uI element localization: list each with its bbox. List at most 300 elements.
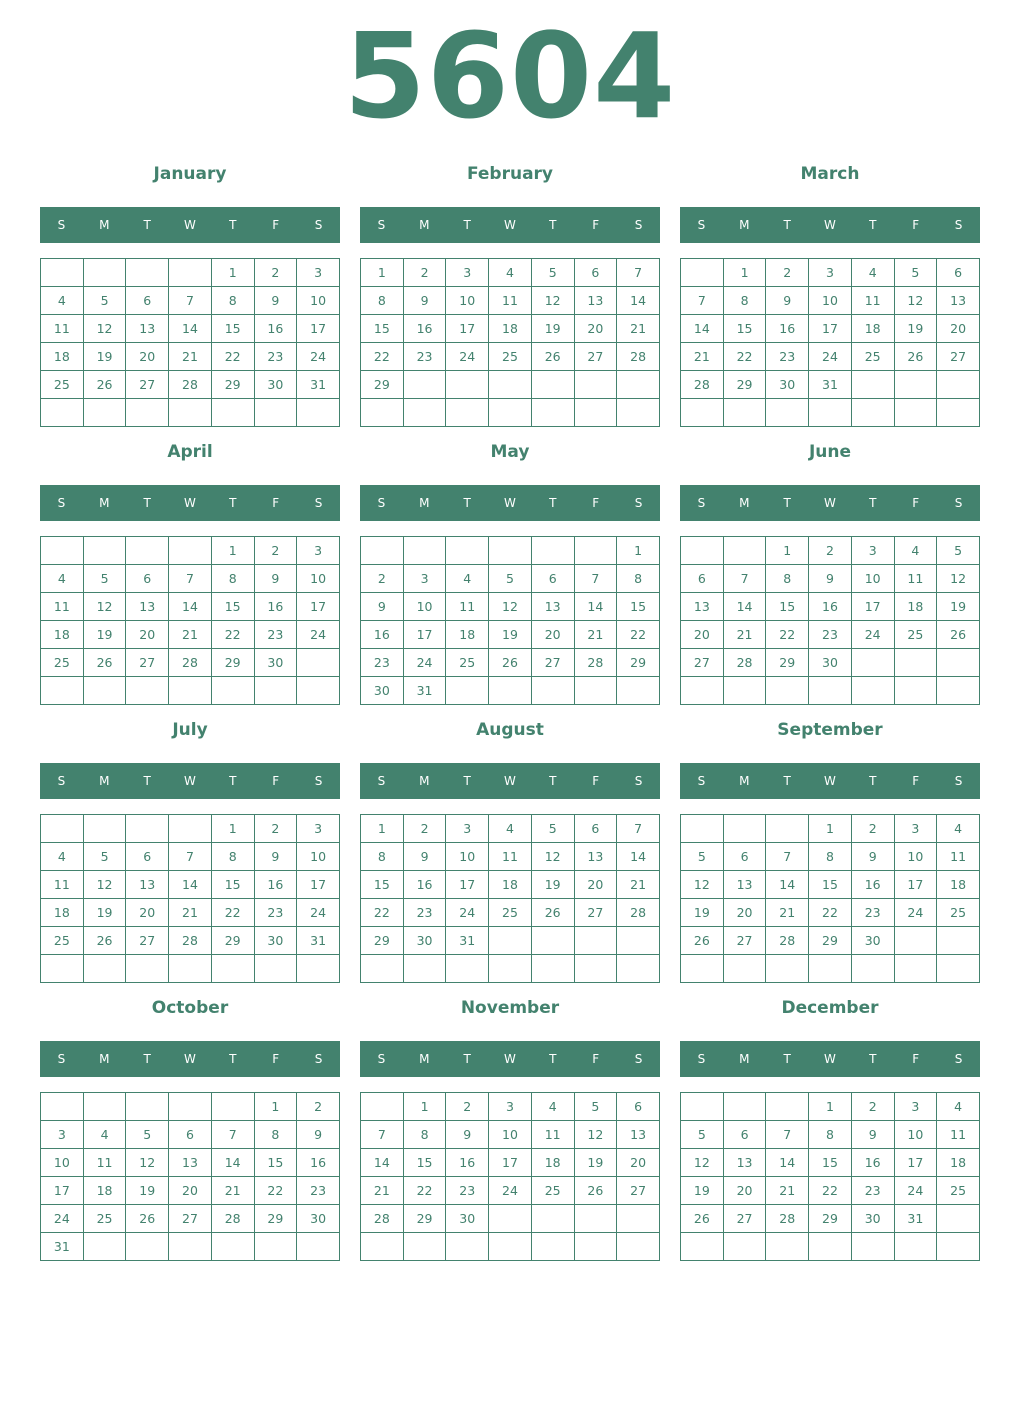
- day-cell: 2: [254, 259, 297, 287]
- day-cell: 30: [851, 1205, 894, 1233]
- week-row: [681, 1121, 980, 1149]
- empty-cell: [126, 955, 169, 983]
- month-name: July: [172, 720, 208, 740]
- empty-cell: [403, 371, 446, 399]
- day-cell: 27: [531, 649, 574, 677]
- weekday-label: T: [229, 774, 237, 788]
- day-cell: 7: [766, 843, 809, 871]
- day-cell: 2: [851, 815, 894, 843]
- day-cell: 12: [681, 871, 724, 899]
- day-cell: 20: [531, 621, 574, 649]
- day-cell: 15: [766, 593, 809, 621]
- day-cell: 26: [681, 927, 724, 955]
- week-row: [361, 399, 660, 427]
- empty-cell: [211, 1093, 254, 1121]
- empty-cell: [766, 815, 809, 843]
- day-cell: 10: [297, 287, 340, 315]
- week-row: [361, 1177, 660, 1205]
- day-cell: 19: [531, 871, 574, 899]
- empty-cell: [41, 955, 84, 983]
- weekday-label: W: [504, 496, 516, 510]
- day-cell: 14: [211, 1149, 254, 1177]
- weekday-label: M: [419, 1052, 430, 1066]
- day-cell: 6: [531, 565, 574, 593]
- weekday-label: T: [143, 774, 151, 788]
- day-cell: 27: [126, 649, 169, 677]
- empty-cell: [403, 1233, 446, 1261]
- day-cell: 24: [894, 899, 937, 927]
- empty-cell: [617, 399, 660, 427]
- day-cell: 2: [446, 1093, 489, 1121]
- day-cell: 25: [489, 343, 532, 371]
- day-cell: 27: [681, 649, 724, 677]
- day-cell: 5: [681, 1121, 724, 1149]
- empty-cell: [531, 537, 574, 565]
- empty-cell: [723, 399, 766, 427]
- day-cell: 22: [809, 899, 852, 927]
- day-cell: 23: [254, 343, 297, 371]
- day-cell: 26: [126, 1205, 169, 1233]
- day-cell: 2: [254, 537, 297, 565]
- day-cell: 17: [446, 315, 489, 343]
- week-row: [41, 649, 340, 677]
- day-cell: 26: [531, 343, 574, 371]
- empty-cell: [403, 399, 446, 427]
- day-cell: 13: [681, 593, 724, 621]
- empty-cell: [766, 677, 809, 705]
- day-cell: 5: [83, 287, 126, 315]
- empty-cell: [41, 537, 84, 565]
- day-cell: 15: [723, 315, 766, 343]
- day-cell: 30: [766, 371, 809, 399]
- days-grid: [360, 258, 660, 427]
- weekday-label: T: [143, 496, 151, 510]
- empty-cell: [723, 815, 766, 843]
- day-cell: 1: [361, 259, 404, 287]
- week-row: [681, 843, 980, 871]
- day-cell: 18: [83, 1177, 126, 1205]
- empty-cell: [169, 1233, 212, 1261]
- week-row: [681, 677, 980, 705]
- empty-cell: [894, 399, 937, 427]
- weekday-label: S: [314, 496, 323, 510]
- month-name: December: [781, 998, 879, 1018]
- empty-cell: [489, 371, 532, 399]
- day-cell: 17: [403, 621, 446, 649]
- week-row: [361, 843, 660, 871]
- day-cell: 9: [297, 1121, 340, 1149]
- day-cell: 8: [617, 565, 660, 593]
- day-cell: 29: [361, 371, 404, 399]
- day-cell: 30: [361, 677, 404, 705]
- weekday-label: M: [99, 1052, 110, 1066]
- day-cell: 7: [766, 1121, 809, 1149]
- empty-cell: [211, 677, 254, 705]
- empty-cell: [851, 649, 894, 677]
- day-cell: 4: [489, 815, 532, 843]
- day-cell: 11: [531, 1121, 574, 1149]
- day-cell: 12: [531, 287, 574, 315]
- day-cell: 8: [766, 565, 809, 593]
- day-cell: 29: [361, 927, 404, 955]
- weekday-label: F: [912, 1052, 920, 1066]
- day-cell: 1: [403, 1093, 446, 1121]
- day-cell: 4: [83, 1121, 126, 1149]
- day-cell: 16: [297, 1149, 340, 1177]
- day-cell: 15: [809, 1149, 852, 1177]
- weekday-label: T: [783, 774, 791, 788]
- day-cell: 4: [531, 1093, 574, 1121]
- day-cell: 15: [809, 871, 852, 899]
- weekday-label: T: [869, 1052, 877, 1066]
- weekday-label: S: [697, 218, 706, 232]
- empty-cell: [403, 955, 446, 983]
- day-cell: 28: [766, 1205, 809, 1233]
- day-cell: 7: [681, 287, 724, 315]
- day-cell: 29: [766, 649, 809, 677]
- day-cell: 17: [809, 315, 852, 343]
- day-cell: 23: [254, 899, 297, 927]
- week-row: [361, 593, 660, 621]
- day-cell: 1: [617, 537, 660, 565]
- weekday-label: T: [463, 774, 471, 788]
- weekday-label: T: [783, 1052, 791, 1066]
- day-cell: 1: [211, 259, 254, 287]
- week-row: [361, 1121, 660, 1149]
- month-name: April: [167, 442, 213, 462]
- week-row: [681, 1233, 980, 1261]
- weekday-label: S: [314, 774, 323, 788]
- day-cell: 22: [211, 343, 254, 371]
- day-cell: 12: [126, 1149, 169, 1177]
- day-cell: 27: [169, 1205, 212, 1233]
- day-cell: 2: [851, 1093, 894, 1121]
- day-cell: 12: [531, 843, 574, 871]
- day-cell: 6: [723, 843, 766, 871]
- weekday-label: M: [739, 1052, 750, 1066]
- day-cell: 25: [531, 1177, 574, 1205]
- week-row: [361, 1093, 660, 1121]
- week-row: [681, 537, 980, 565]
- weekday-label: F: [912, 774, 920, 788]
- days-grid: [40, 1092, 340, 1261]
- empty-cell: [723, 1093, 766, 1121]
- empty-cell: [446, 371, 489, 399]
- day-cell: 20: [723, 1177, 766, 1205]
- day-cell: 28: [617, 899, 660, 927]
- week-row: [681, 259, 980, 287]
- empty-cell: [937, 399, 980, 427]
- empty-cell: [446, 537, 489, 565]
- empty-cell: [937, 371, 980, 399]
- month-name: August: [476, 720, 544, 740]
- week-row: [681, 371, 980, 399]
- empty-cell: [937, 927, 980, 955]
- empty-cell: [41, 677, 84, 705]
- empty-cell: [297, 399, 340, 427]
- empty-cell: [297, 649, 340, 677]
- day-cell: 19: [894, 315, 937, 343]
- day-cell: 26: [489, 649, 532, 677]
- day-cell: 5: [681, 843, 724, 871]
- day-cell: 25: [41, 371, 84, 399]
- empty-cell: [766, 955, 809, 983]
- day-cell: 14: [169, 871, 212, 899]
- day-cell: 8: [723, 287, 766, 315]
- day-cell: 28: [211, 1205, 254, 1233]
- day-cell: 3: [297, 815, 340, 843]
- week-row: [681, 1177, 980, 1205]
- month-name: March: [800, 164, 860, 184]
- weekday-label: S: [377, 774, 386, 788]
- day-cell: 25: [937, 899, 980, 927]
- day-cell: 29: [254, 1205, 297, 1233]
- day-cell: 24: [809, 343, 852, 371]
- empty-cell: [574, 1205, 617, 1233]
- empty-cell: [489, 1205, 532, 1233]
- day-cell: 16: [809, 593, 852, 621]
- empty-cell: [894, 649, 937, 677]
- week-row: [361, 1233, 660, 1261]
- day-cell: 17: [446, 871, 489, 899]
- weekday-label: S: [314, 218, 323, 232]
- week-row: [681, 871, 980, 899]
- day-cell: 24: [446, 343, 489, 371]
- day-cell: 14: [617, 843, 660, 871]
- empty-cell: [531, 1205, 574, 1233]
- day-cell: 1: [211, 537, 254, 565]
- weekday-label: M: [419, 774, 430, 788]
- day-cell: 30: [297, 1205, 340, 1233]
- weekday-label: T: [229, 218, 237, 232]
- day-cell: 18: [937, 871, 980, 899]
- day-cell: 8: [403, 1121, 446, 1149]
- day-cell: 11: [83, 1149, 126, 1177]
- week-row: [41, 1177, 340, 1205]
- day-cell: 16: [403, 871, 446, 899]
- weekday-label: F: [272, 774, 280, 788]
- week-row: [361, 677, 660, 705]
- empty-cell: [297, 1233, 340, 1261]
- day-cell: 9: [809, 565, 852, 593]
- weekday-label: W: [504, 1052, 516, 1066]
- day-cell: 8: [254, 1121, 297, 1149]
- day-cell: 9: [254, 565, 297, 593]
- week-row: [41, 593, 340, 621]
- empty-cell: [169, 259, 212, 287]
- day-cell: 9: [361, 593, 404, 621]
- week-row: [41, 259, 340, 287]
- day-cell: 28: [681, 371, 724, 399]
- weekday-label: S: [697, 1052, 706, 1066]
- empty-cell: [531, 1233, 574, 1261]
- day-cell: 27: [126, 927, 169, 955]
- day-cell: 21: [617, 315, 660, 343]
- day-cell: 17: [851, 593, 894, 621]
- weekday-label: W: [824, 496, 836, 510]
- day-cell: 8: [211, 565, 254, 593]
- weekday-label: T: [549, 1052, 557, 1066]
- day-cell: 21: [574, 621, 617, 649]
- empty-cell: [851, 371, 894, 399]
- empty-cell: [681, 259, 724, 287]
- day-cell: 13: [937, 287, 980, 315]
- day-cell: 21: [361, 1177, 404, 1205]
- day-cell: 9: [254, 843, 297, 871]
- day-cell: 26: [681, 1205, 724, 1233]
- empty-cell: [617, 955, 660, 983]
- empty-cell: [254, 677, 297, 705]
- empty-cell: [723, 537, 766, 565]
- week-row: [681, 1093, 980, 1121]
- day-cell: 17: [41, 1177, 84, 1205]
- weekday-header: [360, 1041, 660, 1077]
- day-cell: 14: [617, 287, 660, 315]
- weekday-header: [680, 1041, 980, 1077]
- empty-cell: [574, 371, 617, 399]
- day-cell: 12: [83, 871, 126, 899]
- weekday-label: T: [549, 496, 557, 510]
- weekday-label: F: [272, 496, 280, 510]
- day-cell: 22: [254, 1177, 297, 1205]
- day-cell: 28: [766, 927, 809, 955]
- day-cell: 18: [41, 343, 84, 371]
- day-cell: 7: [723, 565, 766, 593]
- day-cell: 17: [489, 1149, 532, 1177]
- empty-cell: [211, 399, 254, 427]
- day-cell: 22: [211, 899, 254, 927]
- day-cell: 9: [254, 287, 297, 315]
- empty-cell: [681, 1233, 724, 1261]
- day-cell: 20: [126, 899, 169, 927]
- empty-cell: [894, 371, 937, 399]
- empty-cell: [83, 955, 126, 983]
- day-cell: 6: [937, 259, 980, 287]
- empty-cell: [851, 1233, 894, 1261]
- empty-cell: [617, 677, 660, 705]
- empty-cell: [446, 677, 489, 705]
- day-cell: 13: [574, 843, 617, 871]
- day-cell: 5: [126, 1121, 169, 1149]
- week-row: [361, 537, 660, 565]
- day-cell: 8: [211, 843, 254, 871]
- day-cell: 24: [894, 1177, 937, 1205]
- day-cell: 5: [531, 259, 574, 287]
- day-cell: 4: [937, 1093, 980, 1121]
- empty-cell: [126, 815, 169, 843]
- day-cell: 2: [297, 1093, 340, 1121]
- day-cell: 30: [403, 927, 446, 955]
- week-row: [41, 1233, 340, 1261]
- empty-cell: [894, 927, 937, 955]
- day-cell: 23: [809, 621, 852, 649]
- day-cell: 14: [574, 593, 617, 621]
- day-cell: 29: [403, 1205, 446, 1233]
- empty-cell: [681, 815, 724, 843]
- day-cell: 28: [169, 371, 212, 399]
- day-cell: 17: [297, 593, 340, 621]
- day-cell: 6: [574, 259, 617, 287]
- week-row: [41, 871, 340, 899]
- day-cell: 3: [446, 259, 489, 287]
- week-row: [361, 1149, 660, 1177]
- day-cell: 9: [766, 287, 809, 315]
- day-cell: 31: [809, 371, 852, 399]
- empty-cell: [766, 1093, 809, 1121]
- weekday-header: [360, 763, 660, 799]
- day-cell: 15: [403, 1149, 446, 1177]
- weekday-header: [680, 485, 980, 521]
- empty-cell: [617, 371, 660, 399]
- weekday-label: S: [697, 774, 706, 788]
- day-cell: 10: [489, 1121, 532, 1149]
- weekday-header: [40, 763, 340, 799]
- day-cell: 11: [851, 287, 894, 315]
- day-cell: 25: [446, 649, 489, 677]
- days-grid: [680, 536, 980, 705]
- day-cell: 4: [41, 843, 84, 871]
- day-cell: 23: [361, 649, 404, 677]
- day-cell: 7: [617, 815, 660, 843]
- day-cell: 27: [723, 927, 766, 955]
- day-cell: 6: [126, 565, 169, 593]
- day-cell: 28: [723, 649, 766, 677]
- day-cell: 16: [403, 315, 446, 343]
- day-cell: 26: [83, 927, 126, 955]
- day-cell: 13: [723, 871, 766, 899]
- day-cell: 13: [169, 1149, 212, 1177]
- day-cell: 2: [809, 537, 852, 565]
- empty-cell: [446, 399, 489, 427]
- empty-cell: [169, 815, 212, 843]
- month-name: September: [777, 720, 883, 740]
- week-row: [681, 927, 980, 955]
- empty-cell: [617, 927, 660, 955]
- day-cell: 15: [617, 593, 660, 621]
- day-cell: 9: [403, 287, 446, 315]
- day-cell: 17: [297, 315, 340, 343]
- weekday-label: F: [272, 218, 280, 232]
- weekday-label: F: [592, 218, 600, 232]
- day-cell: 23: [403, 343, 446, 371]
- weekday-label: S: [57, 218, 66, 232]
- week-row: [681, 287, 980, 315]
- day-cell: 21: [681, 343, 724, 371]
- day-cell: 30: [254, 649, 297, 677]
- day-cell: 31: [41, 1233, 84, 1261]
- empty-cell: [361, 1233, 404, 1261]
- empty-cell: [937, 955, 980, 983]
- day-cell: 1: [809, 1093, 852, 1121]
- empty-cell: [574, 677, 617, 705]
- weekday-label: T: [463, 496, 471, 510]
- day-cell: 16: [851, 1149, 894, 1177]
- day-cell: 3: [446, 815, 489, 843]
- day-cell: 28: [169, 927, 212, 955]
- empty-cell: [531, 927, 574, 955]
- day-cell: 7: [169, 287, 212, 315]
- day-cell: 24: [446, 899, 489, 927]
- day-cell: 10: [41, 1149, 84, 1177]
- day-cell: 15: [211, 315, 254, 343]
- day-cell: 23: [297, 1177, 340, 1205]
- empty-cell: [681, 677, 724, 705]
- week-row: [41, 955, 340, 983]
- empty-cell: [574, 1233, 617, 1261]
- day-cell: 31: [446, 927, 489, 955]
- empty-cell: [297, 955, 340, 983]
- day-cell: 11: [894, 565, 937, 593]
